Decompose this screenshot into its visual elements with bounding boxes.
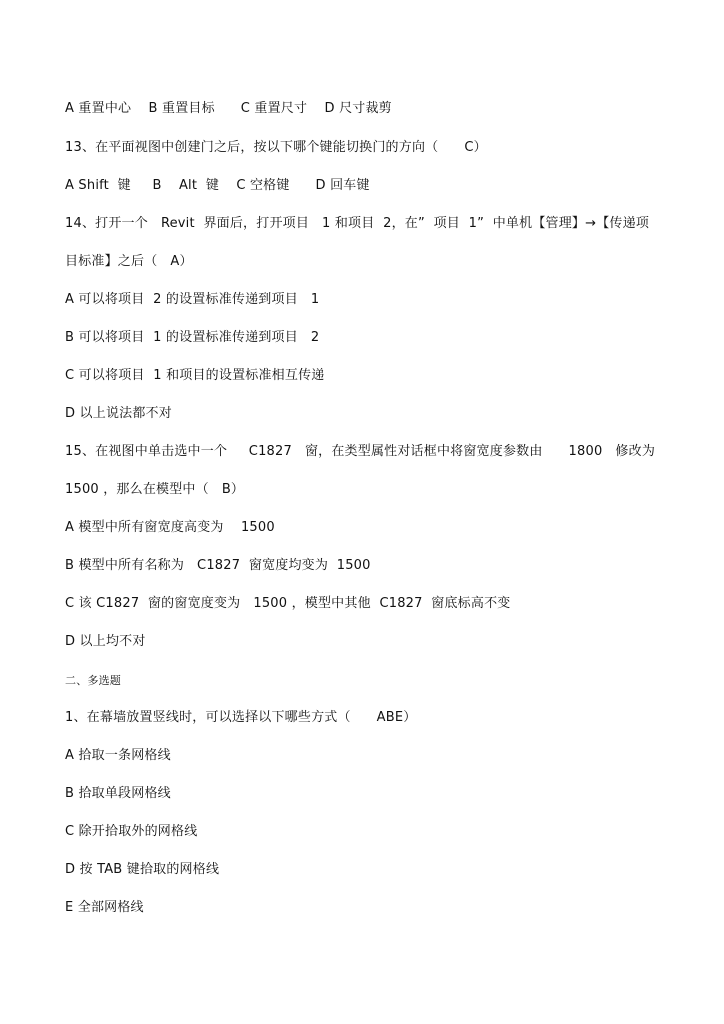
q14-question-line-1: 14、打开一个 Revit 界面后，打开项目 1 和项目 2，在” 项目 1” 中单机【管理】→【传递项 — [65, 216, 650, 231]
q15-option-b: B 模型中所有名称为 C1827 窗宽度均变为 1500 — [65, 558, 371, 573]
q15-question-line-2: 1500 ，那么在模型中（ B） — [65, 482, 245, 497]
q15-option-c: C 该 C1827 窗的窗宽度变为 1500 ，模型中其他 C1827 窗底标高不变 — [65, 596, 511, 611]
q14-option-d: D 以上说法都不对 — [65, 406, 172, 421]
q12-options-line: A 重置中心 B 重置目标 C 重置尺寸 D 尺寸裁剪 — [65, 101, 392, 116]
mq1-option-e: E 全部网格线 — [65, 900, 144, 915]
q14-option-b: B 可以将项目 1 的设置标准传递到项目 2 — [65, 330, 320, 345]
q15-option-d: D 以上均不对 — [65, 634, 146, 649]
q15-option-a: A 模型中所有窗宽度高变为 1500 — [65, 520, 275, 535]
mq1-option-c: C 除开拾取外的网格线 — [65, 824, 198, 839]
q15-question-line-1: 15、在视图中单击选中一个 C1827 窗，在类型属性对话框中将窗宽度参数由 1800 修改为 — [65, 444, 656, 459]
q13-options-line: A Shift 键 B Alt 键 C 空格键 D 回车键 — [65, 178, 370, 193]
section-heading: 二、多选题 — [65, 674, 121, 687]
q13-question-line: 13、在平面视图中创建门之后，按以下哪个键能切换门的方向（ C） — [65, 140, 487, 155]
mq1-question-line: 1、在幕墙放置竖线时，可以选择以下哪些方式（ ABE） — [65, 710, 417, 725]
mq1-option-a: A 拾取一条网格线 — [65, 748, 171, 763]
q14-option-c: C 可以将项目 1 和项目的设置标准相互传递 — [65, 368, 325, 383]
mq1-option-b: B 拾取单段网格线 — [65, 786, 171, 801]
q14-option-a: A 可以将项目 2 的设置标准传递到项目 1 — [65, 292, 320, 307]
mq1-option-d: D 按 TAB 键拾取的网格线 — [65, 862, 220, 877]
q14-question-line-2: 目标准】之后（ A） — [65, 254, 193, 269]
